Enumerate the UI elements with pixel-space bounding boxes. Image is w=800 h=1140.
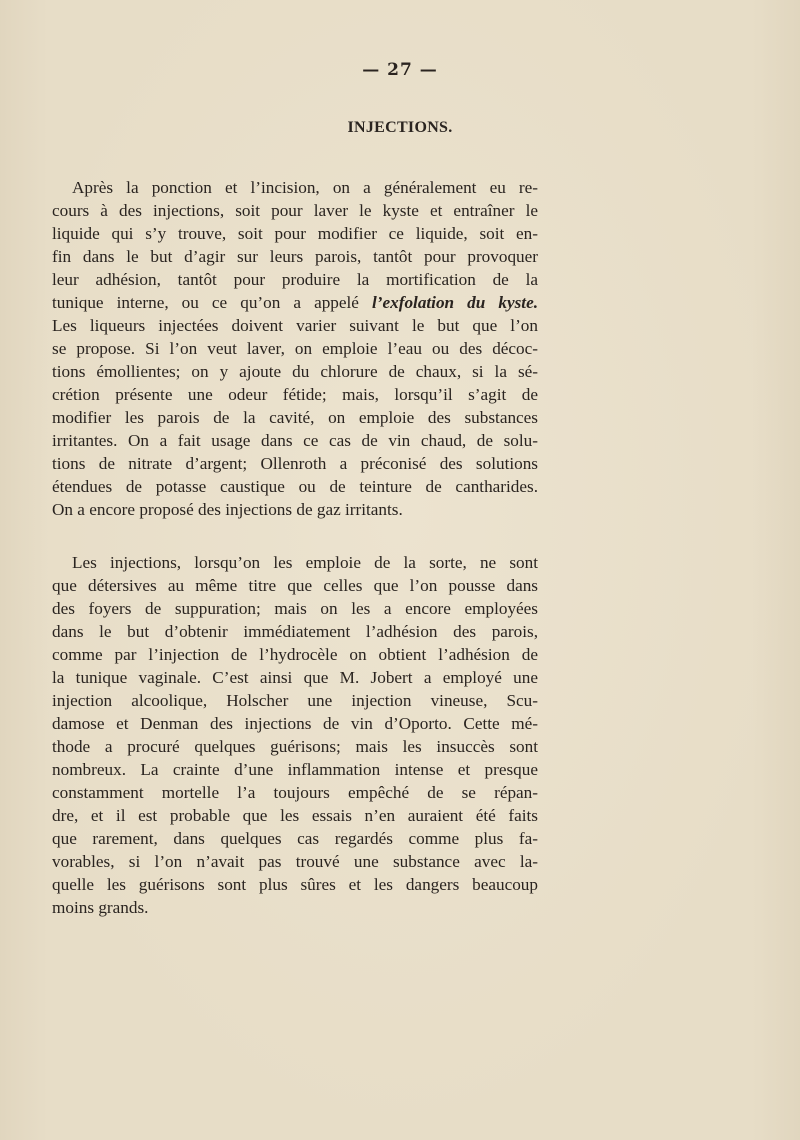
text-line: dans le but d’obtenir immédiatement l’adhésion des parois, bbox=[52, 622, 538, 641]
text-line: étendues de potasse caustique ou de teinture de cantharides. bbox=[52, 477, 538, 496]
text-line: Les injections, lorsqu’on les emploie de la sorte, ne sont bbox=[72, 553, 538, 572]
section-title: INJECTIONS. bbox=[347, 119, 453, 136]
text-line: vorables, si l’on n’avait pas trouvé une substance avec la- bbox=[52, 852, 538, 871]
text-line: On a encore proposé des injections de gaz irritants. bbox=[52, 500, 403, 519]
text-line: la tunique vaginale. C’est ainsi que M. Jobert a employé une bbox=[52, 668, 538, 687]
text-line: nombreux. La crainte d’une inflammation intense et presque bbox=[52, 760, 538, 779]
text-line: moins grands. bbox=[52, 898, 149, 917]
text-line: thode a procuré quelques guérisons; mais les insuccès sont bbox=[52, 737, 538, 756]
text-line: quelle les guérisons sont plus sûres et les dangers beaucoup bbox=[52, 875, 538, 894]
text-segment: tunique interne, ou ce qu’on a appelé bbox=[52, 293, 372, 312]
text-line: Les liqueurs injectées doivent varier suivant le but que l’on bbox=[52, 316, 538, 335]
italic-phrase: l’exfolation du kyste. bbox=[372, 293, 538, 312]
text-line: damose et Denman des injections de vin d’Oporto. Cette mé- bbox=[52, 714, 538, 733]
text-line: dre, et il est probable que les essais n’en auraient été faits bbox=[52, 806, 538, 825]
text-line-with-italic bbox=[52, 291, 538, 314]
text-line: Après la ponction et l’incision, on a généralement eu re- bbox=[72, 178, 538, 197]
text-line: des foyers de suppuration; mais on les a encore employées bbox=[52, 599, 538, 618]
text-line: modifier les parois de la cavité, on emploie des substances bbox=[52, 408, 538, 427]
text-line: fin dans le but d’agir sur leurs parois, tantôt pour provoquer bbox=[52, 247, 538, 266]
text-line: crétion présente une odeur fétide; mais, lorsqu’il s’agit de bbox=[52, 385, 538, 404]
text-line: se propose. Si l’on veut laver, on emploie l’eau ou des décoc- bbox=[52, 339, 538, 358]
text-line: liquide qui s’y trouve, soit pour modifier ce liquide, soit en- bbox=[52, 224, 538, 243]
page-number: — 27 — bbox=[362, 60, 438, 80]
text-line: tions de nitrate d’argent; Ollenroth a préconisé des solutions bbox=[52, 454, 538, 473]
text-line: comme par l’injection de l’hydrocèle on obtient l’adhésion de bbox=[52, 645, 538, 664]
text-line: irritantes. On a fait usage dans ce cas de vin chaud, de solu- bbox=[52, 431, 538, 450]
text-line: que rarement, dans quelques cas regardés comme plus fa- bbox=[52, 829, 538, 848]
text-line: tions émollientes; on y ajoute du chlorure de chaux, si la sé- bbox=[52, 362, 538, 381]
text-line: cours à des injections, soit pour laver le kyste et entraîner le bbox=[52, 201, 538, 220]
text-line: constamment mortelle l’a toujours empêché de se répan- bbox=[52, 783, 538, 802]
text-line: leur adhésion, tantôt pour produire la mortification de la bbox=[52, 270, 538, 289]
text-line: injection alcoolique, Holscher une injection vineuse, Scu- bbox=[52, 691, 538, 710]
text-line: que détersives au même titre que celles que l’on pousse dans bbox=[52, 576, 538, 595]
